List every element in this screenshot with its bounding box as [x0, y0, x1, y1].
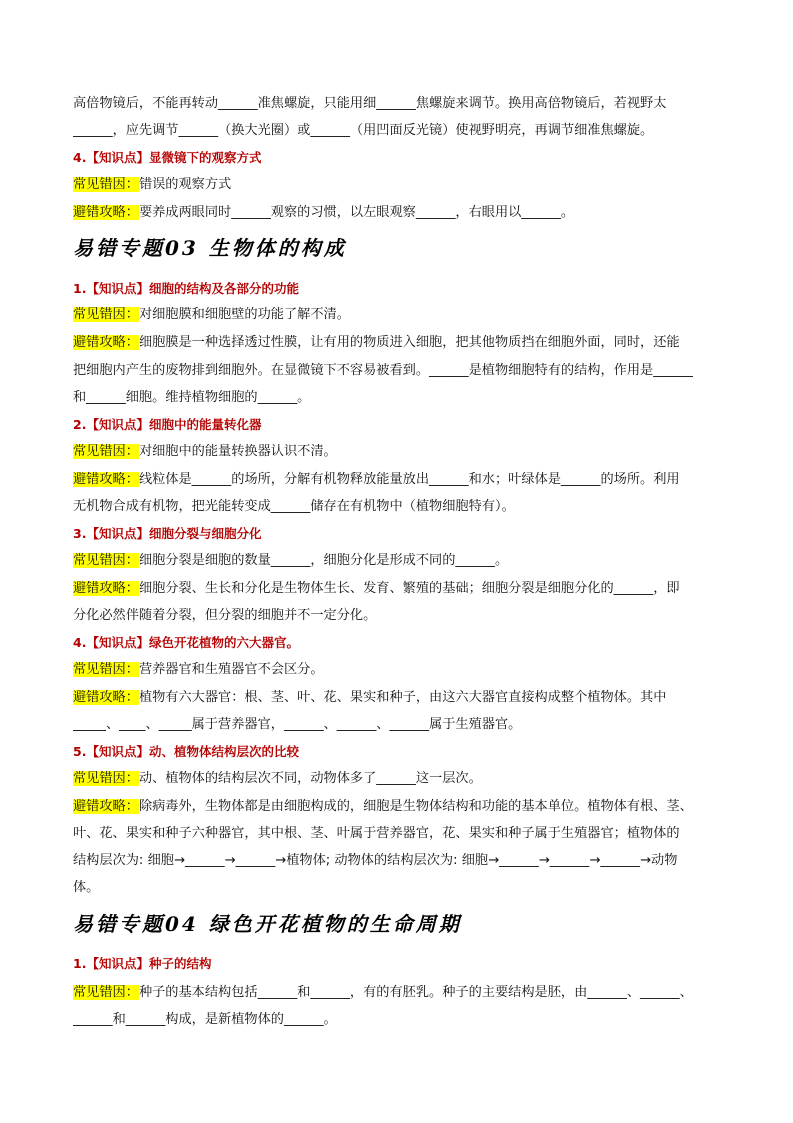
common-error-line	[73, 442, 733, 462]
common-error-text: 对细胞中的能量转换器认识不清。	[138, 444, 337, 459]
avoid-tip-text: 线粒体是______的场所，分解有机物释放能量放出______和水；叶绿体是______的场所。利用	[138, 472, 680, 487]
keypoint-heading: 1.【知识点】细胞的结构及各部分的功能	[73, 281, 299, 296]
keypoint-heading: 4.【知识点】绿色开花植物的六大器官。	[73, 635, 299, 650]
avoid-tip-text: 植物有六大器官：根、茎、叶、花、果实和种子，由这六大器官直接构成整个植物体。其中	[138, 690, 667, 705]
avoid-tip-text: 细胞分裂、生长和分化是生物体生长、发育、繁殖的基础；细胞分裂是细胞分化的______，即	[138, 581, 680, 596]
text-line: _____、____、_____属于营养器官，______、______、______属于生殖器官。	[73, 717, 522, 732]
keypoint-heading: 2.【知识点】细胞中的能量转化器	[73, 417, 262, 432]
text-line: ______和______构成，是新植物体的______。	[73, 1012, 337, 1027]
keypoint-heading: 5.【知识点】动、植物体结构层次的比较	[73, 744, 299, 759]
text-line: ______，应先调节______（换大光圈）或______（用凹面反光镜）使视野明亮，再调节细准焦螺旋。	[73, 123, 654, 138]
common-error-label: 常见错因：	[73, 771, 139, 786]
common-error-label: 常见错因：	[73, 985, 139, 1000]
avoid-tip-label: 避错攻略：	[73, 335, 139, 350]
common-error-text: 错误的观察方式	[138, 177, 232, 192]
common-error-line	[73, 660, 733, 680]
common-error-text: 动、植物体的结构层次不同，动物体多了______这一层次。	[138, 771, 482, 786]
common-error-text: 种子的基本结构包括______和______，有的有胚乳。种子的主要结构是胚，由______、______、	[138, 985, 693, 1000]
avoid-tip-line	[73, 688, 733, 708]
avoid-tip-line	[73, 579, 733, 599]
avoid-tip-text: 要养成两眼同时______观察的习惯，以左眼观察______，右眼用以______。	[138, 205, 575, 220]
common-error-line	[73, 305, 733, 325]
common-error-line	[73, 175, 733, 195]
text-line: 分化必然伴随着分裂，但分裂的细胞并不一定分化。	[73, 608, 377, 623]
section-title: 易错专题04 绿色开花植物的生命周期	[73, 912, 462, 936]
common-error-text: 营养器官和生殖器官不会区分。	[138, 662, 324, 677]
keypoint-heading: 3.【知识点】细胞分裂与细胞分化	[73, 526, 262, 541]
avoid-tip-line	[73, 470, 733, 490]
common-error-label: 常见错因：	[73, 444, 139, 459]
text-line: 体。	[73, 880, 100, 895]
avoid-tip-line	[73, 333, 733, 353]
avoid-tip-line	[73, 203, 733, 223]
avoid-tip-label: 避错攻略：	[73, 799, 139, 814]
common-error-line	[73, 983, 733, 1003]
avoid-tip-label: 避错攻略：	[73, 581, 139, 596]
common-error-text: 对细胞膜和细胞壁的功能了解不清。	[138, 307, 350, 322]
common-error-label: 常见错因：	[73, 307, 139, 322]
text-line: 无机物合成有机物，把光能转变成______储存在有机物中（植物细胞特有）。	[73, 499, 515, 514]
avoid-tip-text: 细胞膜是一种选择透过性膜，让有用的物质进入细胞，把其他物质挡在细胞外面，同时，还能	[138, 335, 680, 350]
text-line: 和______细胞。维持植物细胞的______。	[73, 390, 311, 405]
common-error-label: 常见错因：	[73, 177, 139, 192]
common-error-line	[73, 551, 733, 571]
common-error-line	[73, 769, 733, 789]
keypoint-heading: 1.【知识点】种子的结构	[73, 956, 212, 971]
text-line: 结构层次为: 细胞→______→______→植物体; 动物体的结构层次为: 细胞→______→______→______→动物	[73, 853, 678, 868]
avoid-tip-label: 避错攻略：	[73, 205, 139, 220]
common-error-label: 常见错因：	[73, 662, 139, 677]
avoid-tip-line	[73, 797, 733, 817]
avoid-tip-text: 除病毒外，生物体都是由细胞构成的，细胞是生物体结构和功能的基本单位。植物体有根、茎、	[138, 799, 693, 814]
avoid-tip-label: 避错攻略：	[73, 472, 139, 487]
text-line: 高倍物镜后，不能再转动______准焦螺旋，只能用细______焦螺旋来调节。换用高倍物镜后，若视野太	[73, 96, 667, 111]
section-title: 易错专题03 生物体的构成	[73, 236, 347, 260]
common-error-text: 细胞分裂是细胞的数量______，细胞分化是形成不同的______。	[138, 553, 509, 568]
common-error-label: 常见错因：	[73, 553, 139, 568]
text-line: 把细胞内产生的废物排到细胞外。在显微镜下不容易被看到。______是植物细胞特有的结构，作用是______	[73, 363, 693, 378]
avoid-tip-label: 避错攻略：	[73, 690, 139, 705]
text-line: 叶、花、果实和种子六种器官，其中根、茎、叶属于营养器官，花、果实和种子属于生殖器官；植物体的	[73, 826, 680, 841]
keypoint-heading: 4.【知识点】显微镜下的观察方式	[73, 150, 262, 165]
